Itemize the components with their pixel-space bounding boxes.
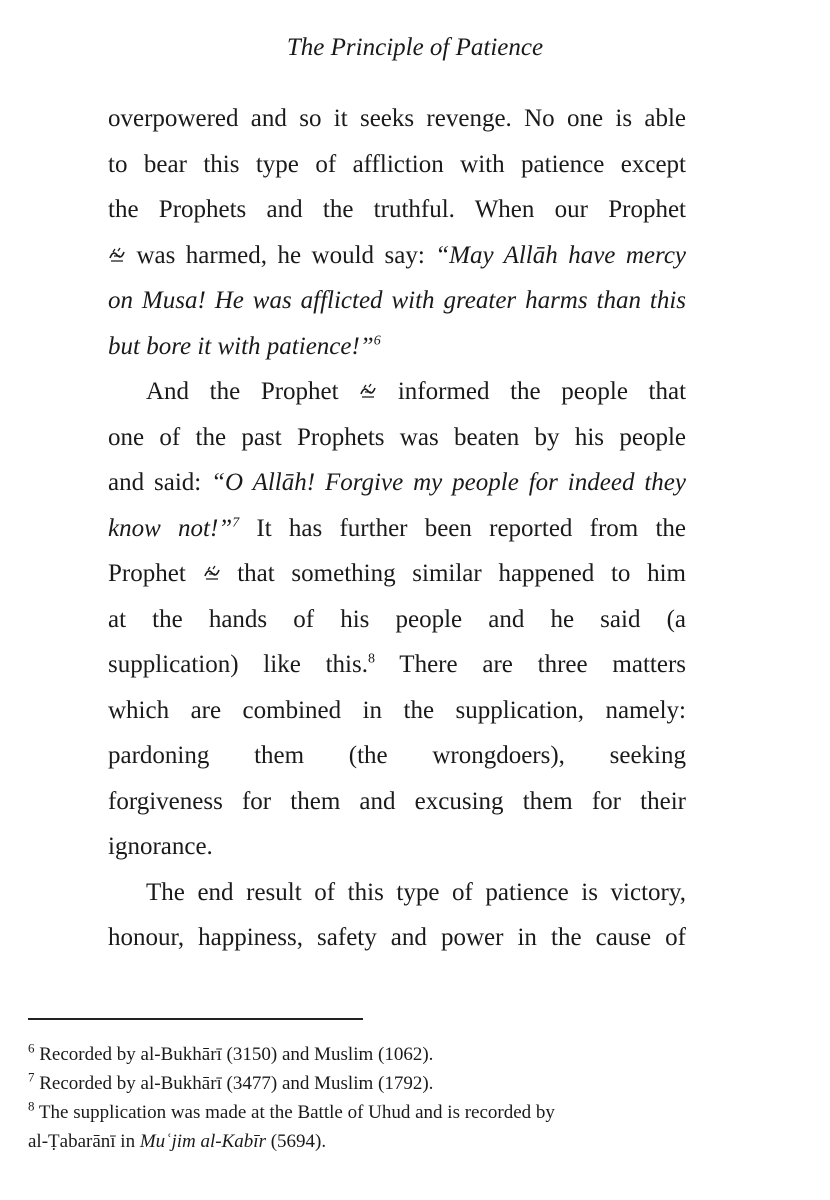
footnote-text: Recorded by al-Bukhārī (3150) and Muslim (1062). <box>39 1044 434 1065</box>
text-line: to bear this type of affliction with patience except <box>108 150 686 178</box>
text-line <box>108 233 686 279</box>
text-run: was harmed, he would say: <box>136 241 425 269</box>
paragraph-2 <box>108 369 686 870</box>
salawat-ligature-icon <box>203 564 221 582</box>
quote-line <box>108 324 686 370</box>
text-run: And the Prophet <box>146 378 339 405</box>
text-run: informed the people that <box>397 378 687 405</box>
text-run-inner: supplication) like this. <box>108 651 368 678</box>
footnote-text: The supplication was made at the Battle of Uhud and is recorded by <box>38 1102 555 1123</box>
text-line: honour, happiness, safety and power in the cause of <box>108 924 686 951</box>
text-run: and said: <box>108 469 202 496</box>
text-line: overpowered and so it seeks revenge. No one is able <box>108 105 686 132</box>
footnote-number: 8 <box>28 1098 35 1114</box>
text-run <box>108 651 375 678</box>
footnote-8-continued <box>28 1127 690 1156</box>
quote-run: “May Allāh have mercy <box>435 241 687 269</box>
text-line <box>108 460 686 506</box>
text-line <box>108 642 686 688</box>
footnote-ref-7: 7 <box>232 515 240 531</box>
footnote-ref-6: 6 <box>373 333 381 349</box>
text-line <box>108 369 686 415</box>
text-run: Prophet <box>108 560 186 587</box>
paragraph-1 <box>108 96 686 369</box>
footnote-7 <box>28 1069 690 1098</box>
quote-run <box>108 515 239 542</box>
footnote-text: Recorded by al-Bukhārī (3477) and Muslim (1792). <box>39 1073 434 1094</box>
salawat-ligature-icon <box>108 246 126 264</box>
footnote-8 <box>28 1098 690 1127</box>
footnote-number: 7 <box>28 1069 35 1085</box>
footnote-divider <box>28 1018 363 1020</box>
footnote-text: al-Ṭabarānī in <box>28 1131 136 1152</box>
text-line: pardoning them (the wrongdoers), seeking <box>108 742 686 769</box>
text-line <box>108 506 686 552</box>
text-line <box>108 551 686 597</box>
text-line: The end result of this type of patience is victory, <box>146 878 686 906</box>
body-text <box>108 96 686 961</box>
footnote-ref-8: 8 <box>367 651 375 667</box>
footnote-6 <box>28 1040 690 1069</box>
text-line: forgiveness for them and excusing them for their <box>108 787 686 815</box>
text-line: one of the past Prophets was beaten by his people <box>108 423 686 451</box>
text-line: at the hands of his people and he said (a <box>108 605 686 633</box>
salawat-ligature-icon <box>359 382 377 400</box>
paragraph-3 <box>108 870 686 961</box>
text-line: the Prophets and the truthful. When our Prophet <box>108 196 686 223</box>
book-title: Muʿjim al-Kabīr <box>139 1131 266 1152</box>
quote-run: but bore it with patience!” <box>108 332 374 360</box>
footnotes <box>28 1040 690 1156</box>
text-run: It has further been reported from the <box>256 514 687 542</box>
footnote-number: 6 <box>28 1040 35 1056</box>
text-run: There are three matters <box>399 651 686 678</box>
quote-run: “O Allāh! Forgive my people for indeed they <box>211 469 686 496</box>
footnote-text: (5694). <box>270 1131 327 1152</box>
text-run: that something similar happened to him <box>237 560 687 587</box>
text-line: which are combined in the supplication, namely: <box>108 696 686 724</box>
text-line: ignorance. <box>108 833 213 860</box>
quote-text: know not!” <box>108 514 233 542</box>
quote-line: on Musa! He was afflicted with greater harms than this <box>108 287 686 314</box>
running-title: The Principle of Patience <box>286 34 544 61</box>
